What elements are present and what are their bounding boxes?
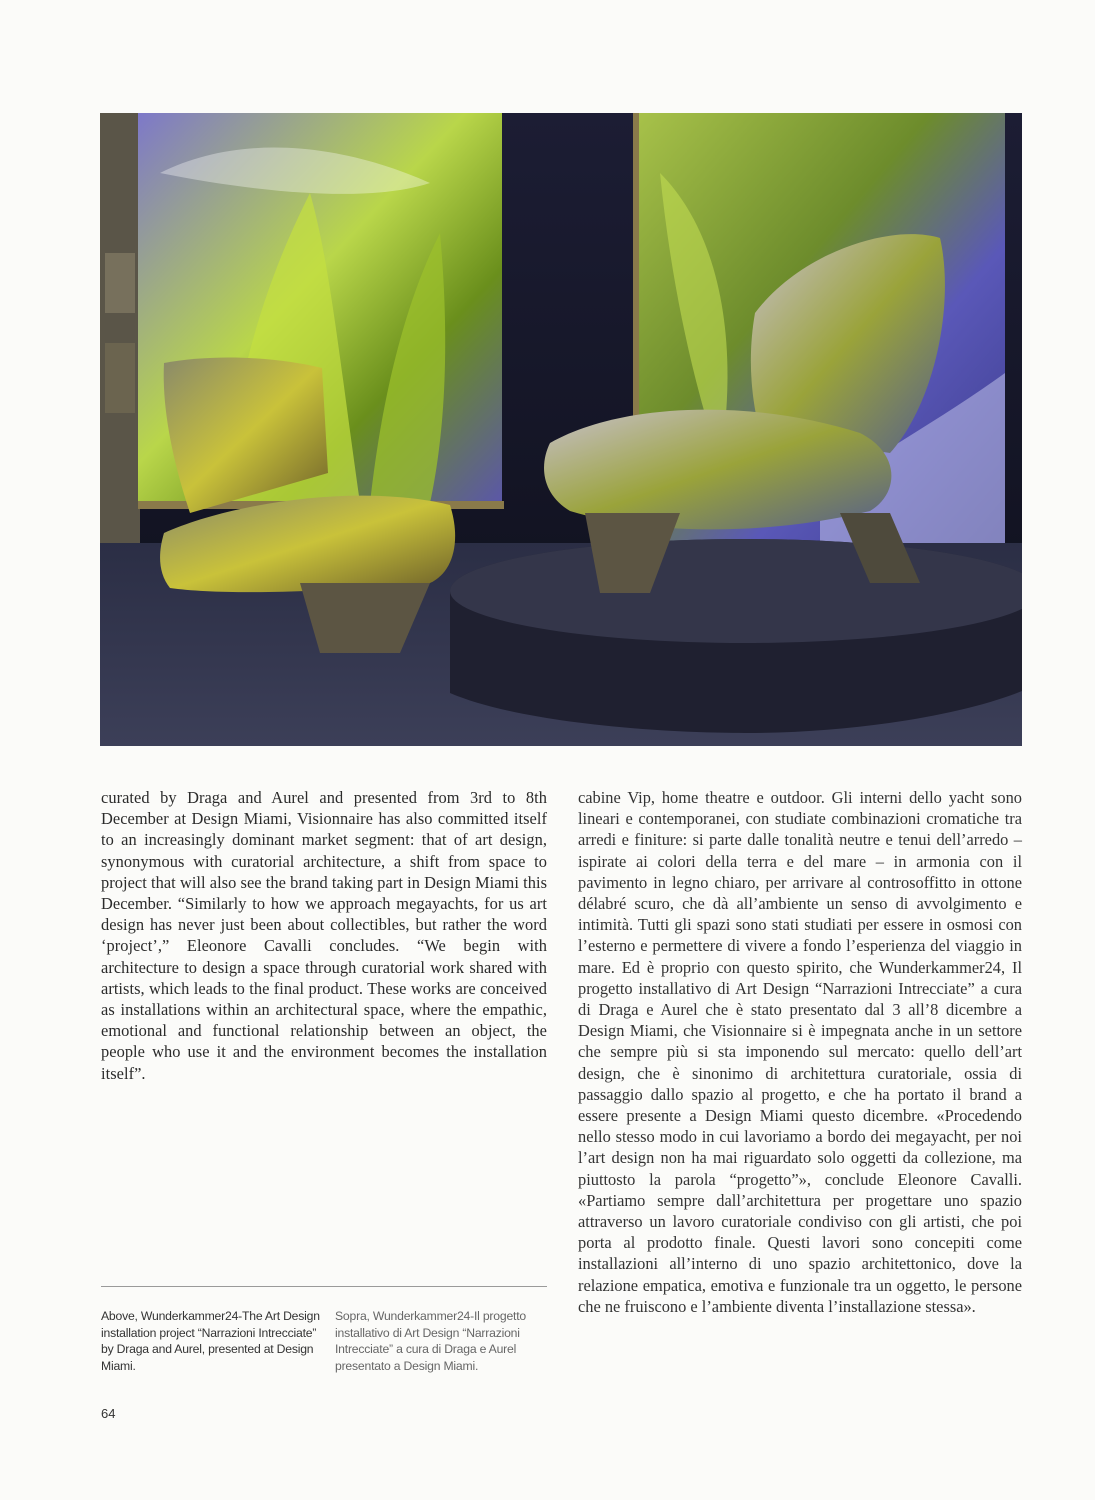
article-body-italian: cabine Vip, home theatre e outdoor. Gli interni dello yacht sono lineari e contemporanei, con studiate combinazioni cromatiche tra arredi e finiture: si parte dalle tonalità neutre e tenui dell’arredo – ispirate ai colori della terra e del mare – in armonia con il pavimento in legno chiaro, per arrivare al controsoffitto in ottone délabré scuro, che dà all’ambiente un senso di avvolgimento e intimità. Tutti gli spazi sono stati studiati per essere in osmosi con l’esterno e permettere di vivere a fondo l’esperienza del viaggio in mare. Ed è proprio con questo spirito, che Wunderkammer24, Il progetto installativo di Art Design “Narrazioni Intrecciate” a cura di Draga e Aurel che è stato presentato dal 3 all’8 dicembre a Design Miami, che Visionnaire si è impegnata anche in un settore che sempre più si sta imponendo sul mercato: quello dell’art design, che è sinonimo di architettura curatoriale, ossia di passaggio dallo spazio al progetto, e che ha portato il brand a essere presente a Design Miami questo dicembre. «Procedendo nello stesso modo in cui lavoriamo a bordo dei megayacht, per noi l’art design non ha mai riguardato solo oggetti da collezione, ma piuttosto la parola “progetto”», conclude Eleonore Cavalli. «Partiamo sempre dall’architettura per progettare uno spazio attraverso un lavoro curatoriale condiviso con gli artisti, che poi porta al prodotto finale. Questi lavori sono concepiti come installazioni all’interno di uno spazio architettonico, dove la relazione empatica, emotiva e funzionale tra un oggetto, le persone che ne fruiscono e l’ambiente diventa l’installazione stessa». bbox=[578, 788, 1022, 1316]
photo-caption-english: Above, Wunderkammer24-The Art Design installation project “Narrazioni Intrecciate” by Draga and Aurel, presented at Design Miami. bbox=[101, 1309, 320, 1373]
photo-caption-italian: Sopra, Wunderkammer24-Il progetto installativo di Art Design “Narrazioni Intrecciate” a cura di Draga e Aurel presentato a Design Miami. bbox=[335, 1309, 526, 1373]
article-body-english: curated by Draga and Aurel and presented from 3rd to 8th December at Design Miami, Visionnaire has also committed itself to an increasingly dominant market segment: that of art design, synonymous with curatorial architecture, a shift from space to project that will also see the brand taking part in Design Miami this December. “Similarly to how we approach megayachts, for us art design has never just been about collectibles, but rather the word ‘project’,” Eleonore Cavalli concludes. “We begin with architecture to design a space through curatorial work shared with artists, which leads to the final product. These works are conceived as installations within an architectural space, where the empathic, emotional and functional relationship between an object, the people who use it and the environment becomes the installation itself”. bbox=[101, 788, 547, 1083]
article-photo bbox=[100, 113, 1022, 746]
caption-divider bbox=[101, 1286, 547, 1287]
page-number: 64 bbox=[101, 1406, 116, 1421]
